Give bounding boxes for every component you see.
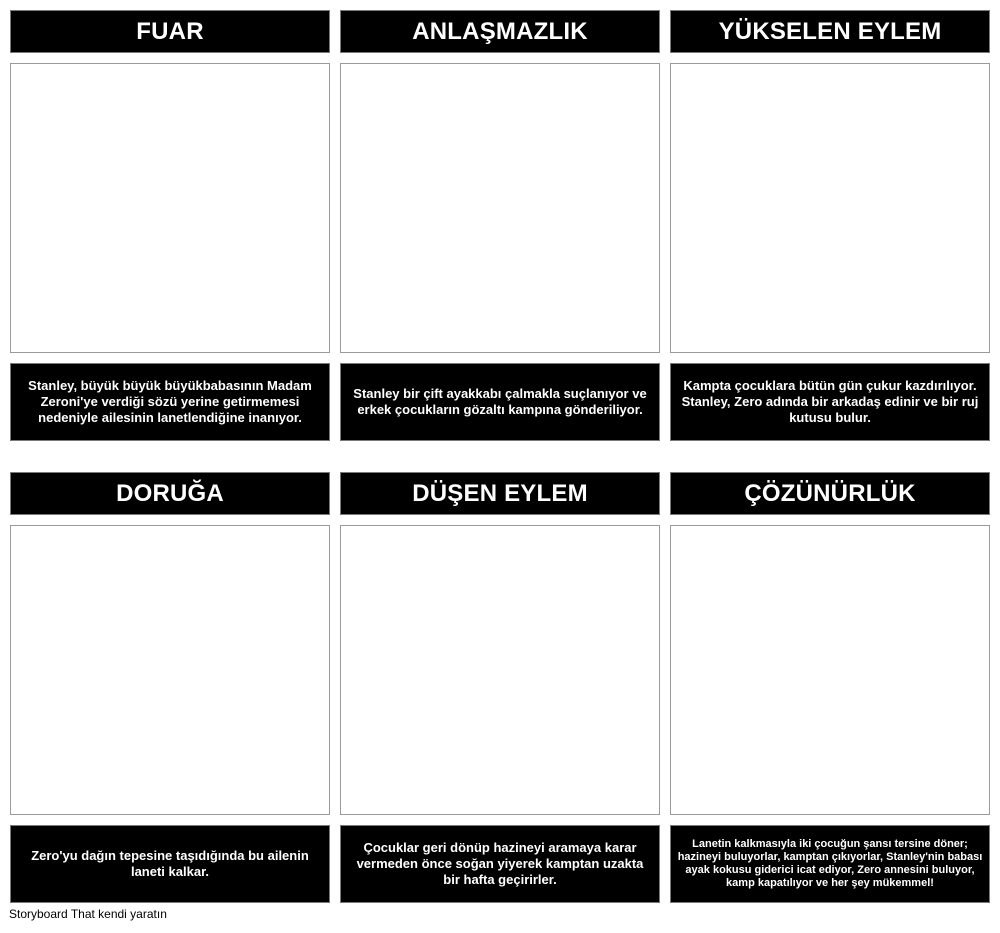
panel-description: Kampta çocuklara bütün gün çukur kazdırılıyor. Stanley, Zero adında bir arkadaş edinir ve bir ruj kutusu bulur. <box>670 363 990 441</box>
panel-description: Zero'yu dağın tepesine taşıdığında bu ailenin laneti kalkar. <box>10 825 330 903</box>
panel-image-area[interactable] <box>10 525 330 815</box>
storyboard-grid <box>10 10 990 903</box>
footer-credit-link[interactable]: Storyboard That kendi yaratın <box>9 907 167 921</box>
panel-title: ANLAŞMAZLIK <box>340 10 660 53</box>
panel-description: Stanley bir çift ayakkabı çalmakla suçlanıyor ve erkek çocukların gözaltı kampına gönderiliyor. <box>340 363 660 441</box>
panel-yukselen-eylem <box>670 10 990 441</box>
panel-image-area[interactable] <box>340 63 660 353</box>
panel-anlasmazlik <box>340 10 660 441</box>
panel-title: FUAR <box>10 10 330 53</box>
panel-image-area[interactable] <box>670 63 990 353</box>
panel-doruga <box>10 472 330 903</box>
panel-title: YÜKSELEN EYLEM <box>670 10 990 53</box>
panel-image-area[interactable] <box>670 525 990 815</box>
panel-image-area[interactable] <box>10 63 330 353</box>
panel-description: Çocuklar geri dönüp hazineyi aramaya karar vermeden önce soğan yiyerek kamptan uzakta bir hafta geçirirler. <box>340 825 660 903</box>
panel-title: ÇÖZÜNÜRLÜK <box>670 472 990 515</box>
storyboard-row-1 <box>10 10 990 441</box>
panel-title: DÜŞEN EYLEM <box>340 472 660 515</box>
panel-title: DORUĞA <box>10 472 330 515</box>
storyboard-row-2 <box>10 472 990 903</box>
panel-description: Stanley, büyük büyük büyükbabasının Madam Zeroni'ye verdiği sözü yerine getirmemesi nedeniyle ailesinin lanetlendiğine inanıyor. <box>10 363 330 441</box>
panel-description: Lanetin kalkmasıyla iki çocuğun şansı tersine döner; hazineyi buluyorlar, kamptan çıkıyorlar, Stanley'nin babası ayak kokusu giderici icat ediyor, Zero annesini buluyor, kamp kapatılıyor ve her şey mükemmel! <box>670 825 990 903</box>
panel-fuar <box>10 10 330 441</box>
panel-cozunurluk <box>670 472 990 903</box>
panel-image-area[interactable] <box>340 525 660 815</box>
panel-dusen-eylem <box>340 472 660 903</box>
